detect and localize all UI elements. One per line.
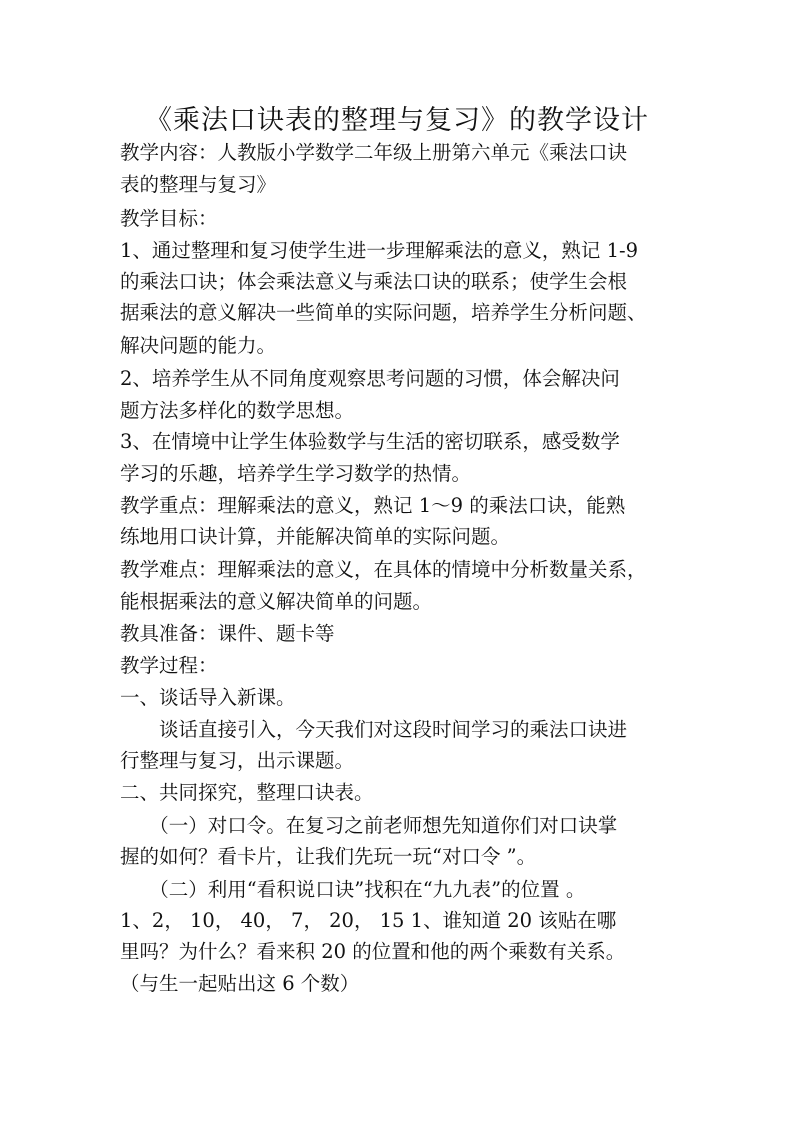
text-line: （一）对口令。在复习之前老师想先知道你们对口诀掌: [120, 814, 618, 837]
document-title: 《乘法口诀表的整理与复习》的教学设计: [145, 105, 649, 136]
text-line: 教学过程：: [120, 654, 218, 677]
text-line: 1、通过整理和复习使学生进一步理解乘法的意义，熟记 1-9: [120, 239, 639, 262]
text-line: 表的整理与复习》: [120, 173, 277, 196]
text-line: 能根据乘法的意义解决简单的问题。: [120, 590, 433, 613]
text-line: （与生一起贴出这 6 个数）: [120, 972, 360, 995]
text-line: 教学难点：理解乘法的意义，在具体的情境中分析数量关系，: [120, 558, 647, 581]
text-line: 解决问题的能力。: [120, 334, 277, 357]
text-line: 一、谈话导入新课。: [120, 686, 296, 709]
text-line: 3、在情境中让学生体验数学与生活的密切联系，感受数学: [120, 430, 620, 453]
text-line: 题方法多样化的数学思想。: [120, 399, 355, 422]
text-line: （二）利用“看积说口诀”找积在“九九表”的位置 。: [120, 878, 586, 901]
text-line: 握的如何？看卡片，让我们先玩一玩“对口令 ”。: [120, 845, 537, 868]
text-line: 教学内容：人教版小学数学二年级上册第六单元《乘法口诀: [120, 141, 628, 164]
text-line: 二、共同探究，整理口诀表。: [120, 781, 374, 804]
text-line: 的乘法口诀；体会乘法意义与乘法口诀的联系；使学生会根: [120, 270, 628, 293]
text-line: 据乘法的意义解决一些简单的实际问题，培养学生分析问题、: [120, 301, 647, 324]
text-line: 里吗？为什么？看来积 20 的位置和他的两个乘数有关系。: [120, 940, 626, 963]
text-line: 教学目标：: [120, 207, 218, 230]
text-line: 1、2， 10， 40， 7， 20， 15 1、谁知道 20 该贴在哪: [120, 909, 617, 932]
text-line: 行整理与复习，出示课题。: [120, 749, 355, 772]
text-line: 学习的乐趣，培养学生学习数学的热情。: [120, 462, 472, 485]
text-line: 练地用口诀计算，并能解决简单的实际问题。: [120, 525, 511, 548]
text-line: 教学重点：理解乘法的意义，熟记 1～9 的乘法口诀，能熟: [120, 494, 626, 517]
text-line: 2、培养学生从不同角度观察思考问题的习惯，体会解决问: [120, 367, 620, 390]
text-line: 教具准备：课件、题卡等: [120, 622, 335, 645]
text-line: 谈话直接引入，今天我们对这段时间学习的乘法口诀进: [120, 718, 628, 741]
